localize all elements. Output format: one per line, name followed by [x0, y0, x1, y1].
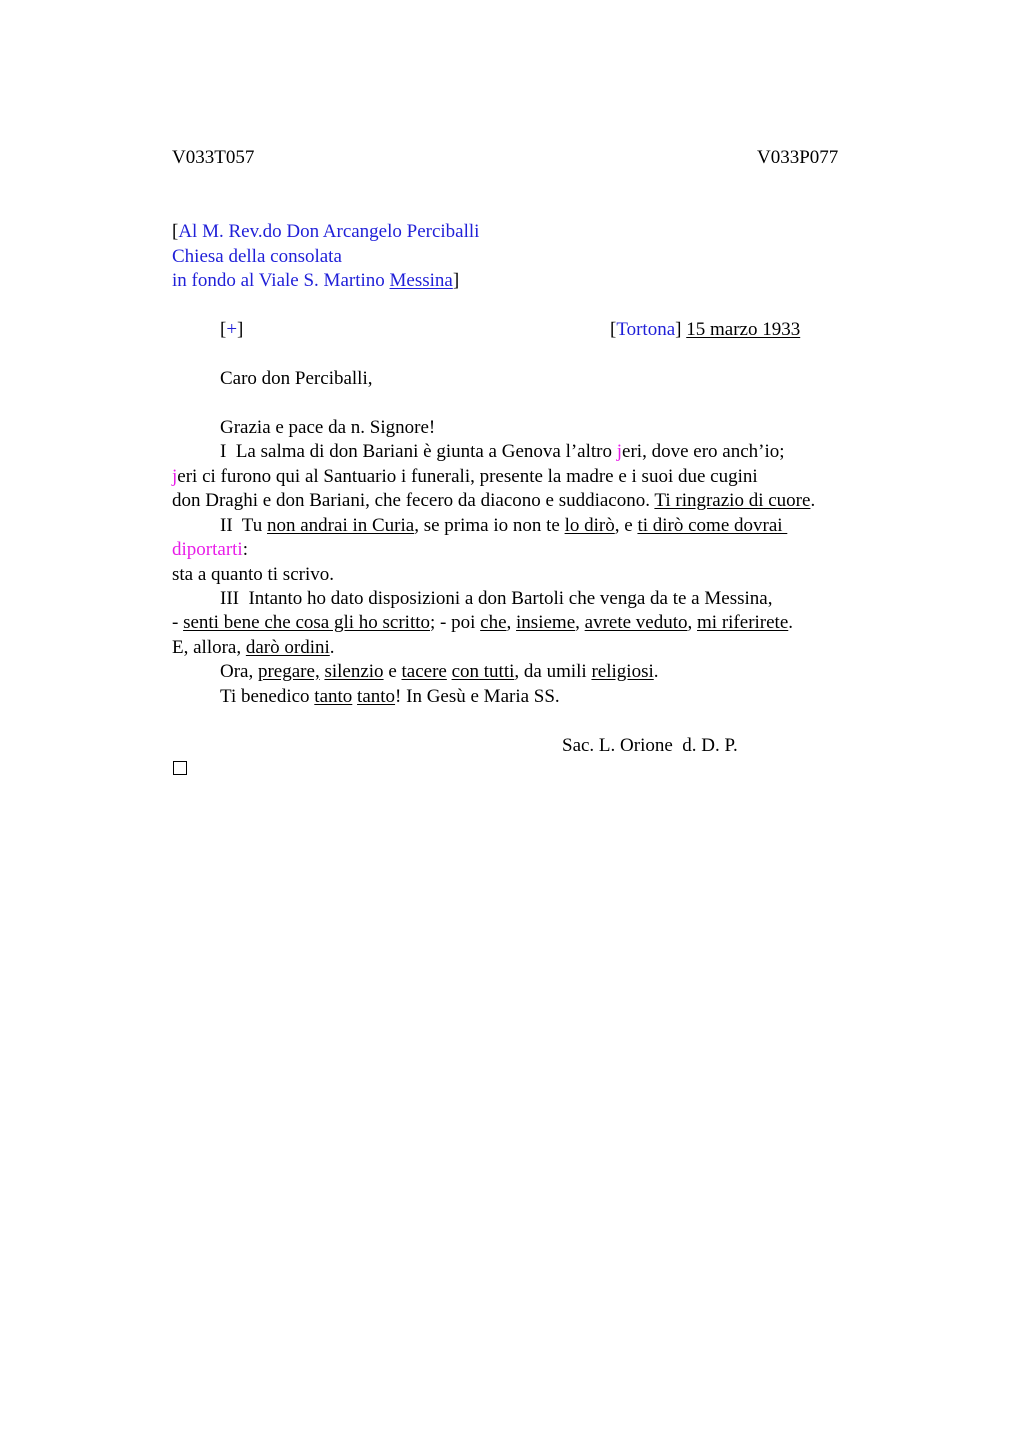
document-code-right: V033P077 [757, 147, 839, 168]
signature: Sac. L. Orione d. D. P. [562, 735, 738, 756]
body-line-8: III Intanto ho dato disposizioni a don Bartoli che venga da te a Messina, [220, 588, 773, 609]
document-code-left: V033T057 [172, 147, 255, 168]
body-line-2: I La salma di don Bariani è giunta a Genova l’altro jeri, dove ero anch’io; [220, 441, 785, 462]
cross-mark: [+] [220, 319, 244, 340]
address-line-1: [Al M. Rev.do Don Arcangelo Perciballi [172, 221, 480, 242]
body-line-11: Ora, pregare, silenzio e tacere con tutti, da umili religiosi. [220, 661, 659, 682]
body-line-4: don Draghi e don Bariani, che fecero da diacono e suddiacono. Ti ringrazio di cuore. [172, 490, 816, 511]
place-date: [Tortona] 15 marzo 1933 [610, 319, 801, 340]
body-line-10: E, allora, darò ordini. [172, 637, 335, 658]
body-line-6: diportarti: [172, 539, 248, 560]
body-line-9: - senti bene che cosa gli ho scritto; - poi che, insieme, avrete veduto, mi riferirete. [172, 612, 794, 633]
body-line-3: jeri ci furono qui al Santuario i funerali, presente la madre e i suoi due cugini [172, 466, 758, 487]
end-marker-square [173, 761, 187, 775]
body-line-7: sta a quanto ti scrivo. [172, 564, 334, 585]
body-line-5: II Tu non andrai in Curia, se prima io non te lo dirò, e ti dirò come dovrai [220, 515, 788, 536]
salutation: Caro don Perciballi, [220, 368, 373, 389]
address-line-3: in fondo al Viale S. Martino Messina] [172, 270, 460, 291]
greeting-line: Grazia e pace da n. Signore! [220, 417, 436, 438]
letter-date: 15 marzo 1933 [686, 319, 801, 340]
address-line-2: Chiesa della consolata [172, 246, 342, 267]
address-city-link: Messina [389, 270, 453, 291]
body-line-12: Ti benedico tanto tanto! In Gesù e Maria SS. [220, 686, 560, 707]
